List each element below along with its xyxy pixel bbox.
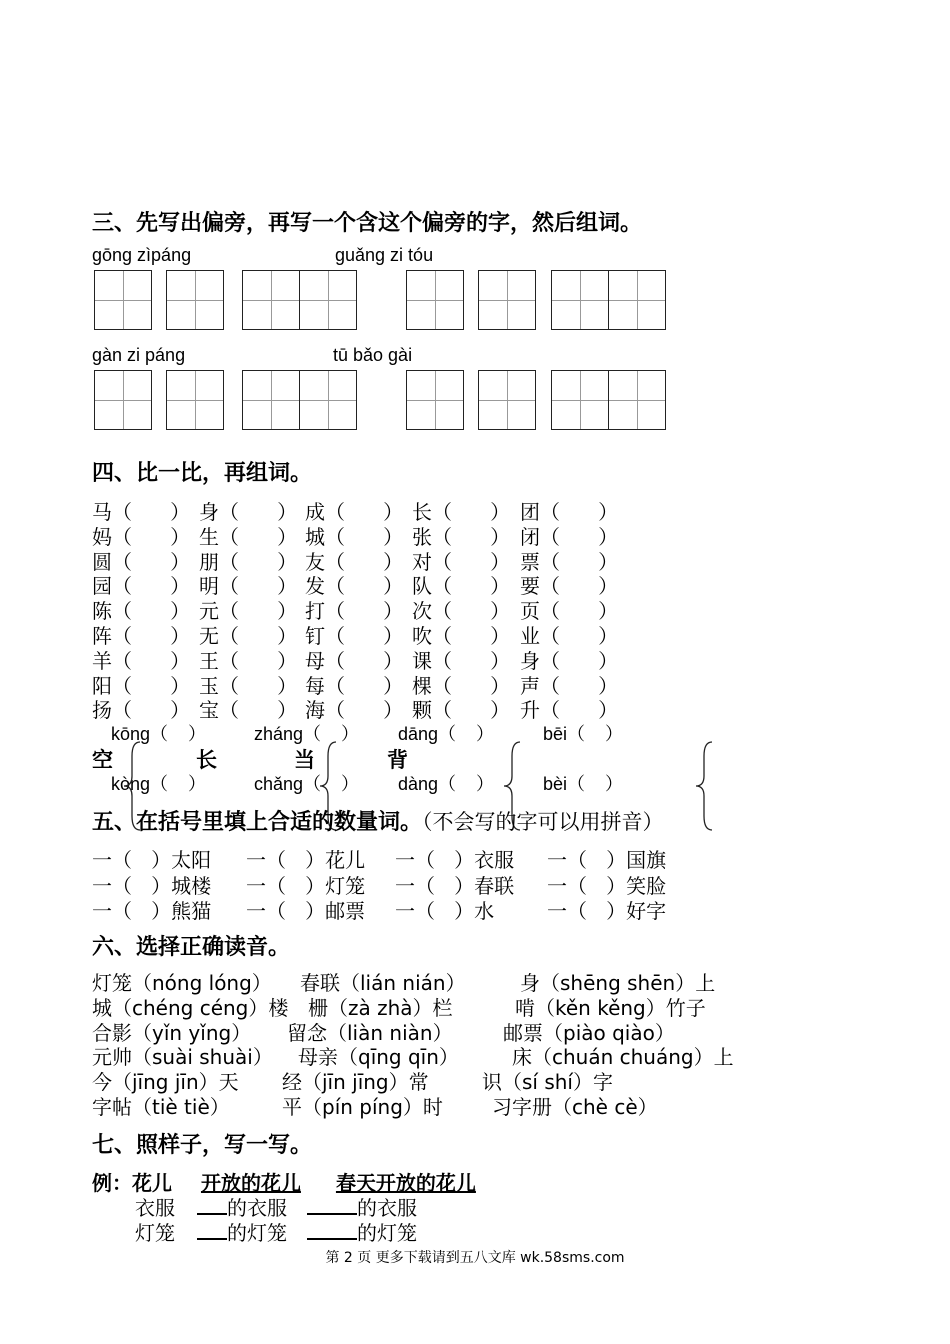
answer-bracket[interactable]: （ ）	[415, 899, 475, 923]
compare-char: 生	[199, 524, 219, 549]
footer: 第 2 页 更多下载请到五八文库 wk.58sms.com	[325, 1250, 625, 1266]
compare-char: 课	[412, 648, 432, 673]
pinyin-label: gōng zìpáng	[92, 245, 192, 265]
compare-char: 玉	[199, 673, 219, 698]
answer-bracket[interactable]: （ ）	[112, 500, 191, 524]
compare-char: 扬	[92, 698, 112, 723]
noun: 春联	[474, 873, 515, 898]
compare-char: 页	[520, 599, 540, 624]
answer-bracket[interactable]: （ ）	[540, 698, 619, 723]
blank-short[interactable]	[197, 1220, 227, 1240]
practice-row	[135, 1217, 417, 1246]
answer-bracket[interactable]: （ ）	[112, 648, 191, 673]
noun: 花儿	[325, 848, 366, 872]
answer-bracket[interactable]: （ ）	[219, 698, 298, 723]
answer-bracket[interactable]: （ ）	[415, 873, 475, 898]
answer-bracket[interactable]: （ ）	[540, 574, 619, 599]
compare-char: 钉	[305, 624, 325, 648]
compare-char: 阳	[92, 673, 112, 698]
compare-char: 妈	[92, 524, 112, 549]
pronunciation-choice[interactable]: 母亲（qīng qīn）	[298, 1045, 459, 1070]
answer-bracket[interactable]: （ ）	[540, 524, 619, 549]
answer-bracket[interactable]: （ ）	[432, 500, 511, 524]
pronunciation-choice[interactable]: 灯笼（nóng lóng）	[92, 971, 272, 995]
compare-char: 马	[92, 500, 112, 524]
prefix: 一	[92, 899, 112, 923]
answer-bracket[interactable]: （ ）	[219, 524, 298, 549]
prefix: 一	[547, 873, 567, 898]
blank-long[interactable]	[307, 1220, 357, 1240]
answer-bracket[interactable]: （ ）	[540, 599, 619, 624]
prefix: 一	[246, 873, 266, 898]
measure-item	[92, 895, 211, 924]
compare-char: 陈	[92, 599, 112, 624]
compare-char: 长	[412, 500, 432, 524]
answer-bracket[interactable]: （ ）	[325, 549, 404, 574]
answer-bracket[interactable]: （ ）	[112, 524, 191, 549]
compare-char: 发	[305, 574, 325, 599]
answer-bracket[interactable]: （ ）	[112, 599, 191, 624]
answer-bracket[interactable]: （ ）	[112, 698, 191, 723]
noun: 灯笼	[325, 873, 366, 898]
compare-char: 要	[520, 574, 540, 599]
prefix: 一	[92, 873, 112, 898]
pronunciation-choice[interactable]: 平（pín píng）时	[282, 1095, 443, 1119]
answer-bracket[interactable]: （ ）	[112, 549, 191, 574]
section-6-title: 六、选择正确读音。	[92, 935, 291, 960]
compare-char: 次	[412, 599, 432, 624]
compare-char: 团	[520, 500, 540, 524]
polyphone-pinyin: zháng（ ）	[254, 724, 360, 744]
answer-bracket[interactable]: （ ）	[432, 648, 511, 673]
pronunciation-choice[interactable]: 习字册（chè cè）	[492, 1095, 658, 1119]
prefix: 一	[92, 848, 112, 872]
pronunciation-choice[interactable]: 识（sí shí）字	[482, 1070, 613, 1095]
compare-char: 明	[199, 574, 219, 599]
noun: 国旗	[626, 848, 667, 872]
compare-char: 声	[520, 673, 540, 698]
noun: 城楼	[171, 873, 212, 898]
section-3-title: 三、先写出偏旁，再写一个含这个偏旁的字，然后组词。	[92, 211, 643, 236]
answer-bracket[interactable]: （ ）	[432, 624, 511, 648]
answer-bracket[interactable]: （ ）	[325, 574, 404, 599]
compare-char: 宝	[199, 698, 219, 723]
answer-bracket[interactable]: （ ）	[432, 549, 511, 574]
answer-bracket[interactable]: （ ）	[112, 899, 172, 923]
polyphone-char: 空	[92, 748, 113, 772]
pronunciation-choice[interactable]: 春联（lián nián）	[300, 971, 466, 995]
section-7-title: 七、照样子，写一写。	[92, 1133, 313, 1158]
noun: 笑脸	[626, 873, 667, 898]
compare-char: 队	[412, 574, 432, 599]
compare-char: 圆	[92, 549, 112, 574]
answer-bracket[interactable]: （ ）	[112, 673, 191, 698]
compare-char: 羊	[92, 648, 112, 673]
pronunciation-choice[interactable]: 元帅（suài shuài）	[92, 1045, 273, 1070]
compare-char: 打	[305, 599, 325, 624]
compare-char: 朋	[199, 549, 219, 574]
noun: 太阳	[171, 848, 212, 872]
polyphone-char: 长	[196, 748, 217, 772]
compare-char: 张	[412, 524, 432, 549]
answer-bracket[interactable]: （ ）	[432, 574, 511, 599]
compare-char: 海	[305, 698, 325, 723]
answer-bracket[interactable]: （ ）	[325, 648, 404, 673]
answer-bracket[interactable]: （ ）	[432, 599, 511, 624]
answer-bracket[interactable]: （ ）	[540, 549, 619, 574]
compare-char: 阵	[92, 624, 112, 648]
answer-bracket[interactable]: （ ）	[219, 599, 298, 624]
suffix: 的灯笼	[227, 1221, 287, 1245]
pronunciation-choice[interactable]: 合影（yǐn yǐng）	[92, 1020, 252, 1045]
answer-bracket[interactable]: （ ）	[432, 698, 511, 723]
answer-bracket[interactable]: （ ）	[567, 873, 627, 898]
compare-char: 闭	[520, 524, 540, 549]
answer-bracket[interactable]: （ ）	[266, 899, 326, 923]
answer-bracket[interactable]: （ ）	[567, 848, 627, 872]
compare-char: 业	[520, 624, 540, 648]
answer-bracket[interactable]: （ ）	[219, 549, 298, 574]
answer-bracket[interactable]: （ ）	[219, 648, 298, 673]
compare-char: 对	[412, 549, 432, 574]
compare-char: 园	[92, 574, 112, 599]
noun: 好字	[626, 899, 667, 923]
answer-bracket[interactable]: （ ）	[540, 648, 619, 673]
pinyin-label: guǎng zi tóu	[335, 245, 434, 265]
answer-bracket[interactable]: （ ）	[112, 873, 172, 898]
answer-bracket[interactable]: （ ）	[325, 624, 404, 648]
answer-bracket[interactable]: （ ）	[219, 574, 298, 599]
suffix: 的衣服	[227, 1196, 287, 1220]
polyphone-char: 背	[387, 748, 408, 772]
compare-char: 元	[199, 599, 219, 624]
compare-char: 吹	[412, 624, 432, 648]
polyphone-pinyin: bèi（ ）	[543, 774, 624, 794]
polyphone-pinyin: dāng（ ）	[398, 724, 495, 744]
base-word: 灯笼	[135, 1221, 175, 1245]
measure-item	[246, 895, 365, 924]
answer-bracket[interactable]: （ ）	[112, 624, 191, 648]
answer-bracket[interactable]: （ ）	[540, 673, 619, 698]
answer-bracket[interactable]: （ ）	[219, 673, 298, 698]
compare-char: 无	[199, 624, 219, 648]
prefix: 一	[395, 873, 415, 898]
answer-bracket[interactable]: （ ）	[567, 899, 627, 923]
answer-bracket[interactable]: （ ）	[325, 500, 404, 524]
noun: 熊猫	[171, 899, 212, 923]
compare-char: 身	[199, 500, 219, 524]
pronunciation-choice[interactable]: 经（jīn jīng）常	[282, 1070, 429, 1095]
section-4-title: 四、比一比，再组词。	[92, 461, 313, 486]
answer-bracket[interactable]: （ ）	[325, 524, 404, 549]
pronunciation-choice[interactable]: 字帖（tiè tiè）	[92, 1095, 230, 1119]
measure-item	[547, 895, 666, 924]
pronunciation-choice[interactable]: 今（jīng jīn）天	[92, 1070, 239, 1095]
compare-char: 票	[520, 549, 540, 574]
answer-bracket[interactable]: （ ）	[112, 848, 172, 872]
base-word: 衣服	[135, 1196, 175, 1220]
pronunciation-choice[interactable]: 床（chuán chuáng）上	[512, 1045, 734, 1070]
pinyin-label: tū bǎo gài	[333, 345, 413, 365]
pronunciation-choice[interactable]: 身（shēng shēn）上	[520, 971, 716, 995]
noun: 衣服	[474, 848, 515, 872]
compare-char: 友	[305, 549, 325, 574]
prefix: 一	[246, 848, 266, 872]
compare-char: 升	[520, 698, 540, 723]
suffix: 的灯笼	[357, 1221, 417, 1245]
compare-char: 每	[305, 673, 325, 698]
answer-bracket[interactable]: （ ）	[540, 624, 619, 648]
answer-bracket[interactable]: （ ）	[432, 524, 511, 549]
compare-char: 成	[305, 500, 325, 524]
polyphone-pinyin: bēi（ ）	[543, 724, 624, 744]
polyphone-pinyin: kōng（ ）	[111, 724, 207, 744]
answer-bracket[interactable]: （ ）	[325, 698, 404, 723]
pronunciation-choice[interactable]: 啃（kěn kěng）竹子	[515, 995, 706, 1020]
prefix: 一	[547, 848, 567, 872]
answer-bracket[interactable]: （ ）	[219, 500, 298, 524]
pronunciation-choice[interactable]: 留念（liàn niàn）	[287, 1020, 453, 1045]
prefix: 一	[246, 899, 266, 923]
blank-short[interactable]	[197, 1195, 227, 1215]
answer-bracket[interactable]: （ ）	[325, 599, 404, 624]
prefix: 一	[547, 899, 567, 923]
answer-bracket[interactable]: （ ）	[219, 624, 298, 648]
compare-char: 城	[305, 524, 325, 549]
compare-char: 颗	[412, 698, 432, 723]
compare-char: 身	[520, 648, 540, 673]
section-5-title: 五、在括号里填上合适的数量词。（不会写的字可以用拼音）	[92, 810, 664, 835]
blank-long[interactable]	[307, 1195, 357, 1215]
polyphone-pinyin: kòng（ ）	[111, 774, 207, 794]
noun: 邮票	[325, 899, 366, 923]
example-line: 例：花儿 开放的花儿 春天开放的花儿	[92, 1171, 476, 1195]
measure-item	[395, 895, 494, 924]
brace-icon	[696, 742, 712, 830]
answer-bracket[interactable]: （ ）	[266, 848, 326, 872]
compare-char: 棵	[412, 673, 432, 698]
polyphone-char: 当	[294, 748, 315, 772]
noun: 水	[474, 899, 495, 923]
polyphone-pinyin: dàng（ ）	[398, 774, 495, 794]
compare-char: 母	[305, 648, 325, 673]
pronunciation-choice[interactable]: 栅（zà zhà）栏	[308, 995, 453, 1020]
pronunciation-choice[interactable]: 城（chéng céng）楼	[92, 995, 289, 1020]
prefix: 一	[395, 899, 415, 923]
suffix: 的衣服	[357, 1196, 417, 1220]
compare-char: 王	[199, 648, 219, 673]
prefix: 一	[395, 848, 415, 872]
answer-bracket[interactable]: （ ）	[432, 673, 511, 698]
answer-bracket[interactable]: （ ）	[415, 848, 475, 872]
answer-bracket[interactable]: （ ）	[540, 500, 619, 524]
pronunciation-choice[interactable]: 邮票（piào qiào）	[503, 1020, 675, 1045]
answer-bracket[interactable]: （ ）	[112, 574, 191, 599]
polyphone-pinyin: chǎng（ ）	[254, 774, 360, 794]
answer-bracket[interactable]: （ ）	[325, 673, 404, 698]
pinyin-label: gàn zi páng	[92, 345, 186, 365]
answer-bracket[interactable]: （ ）	[266, 873, 326, 898]
